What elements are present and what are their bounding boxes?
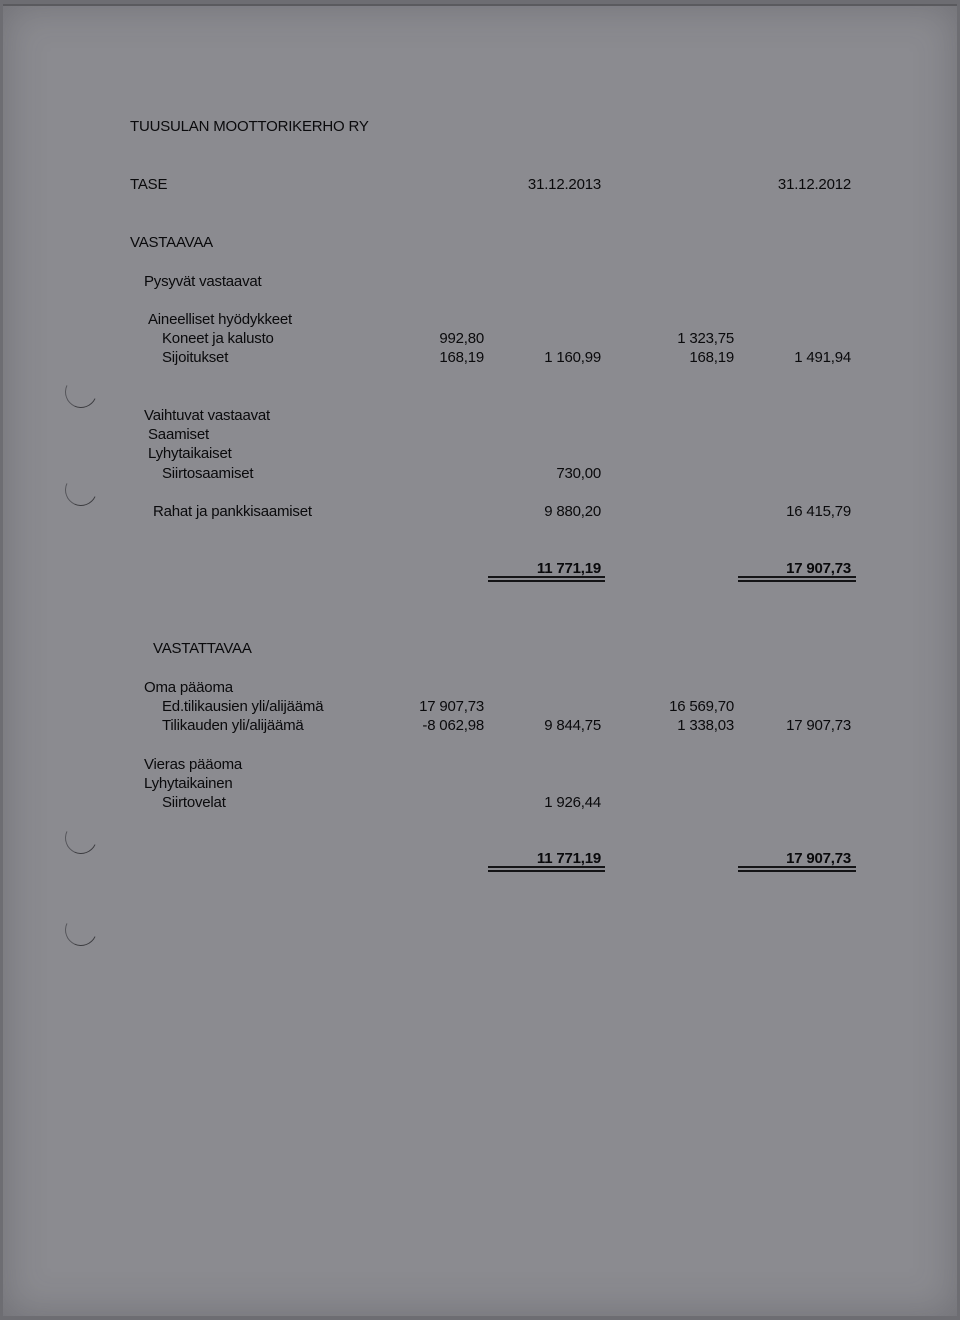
punch-hole bbox=[60, 909, 101, 950]
machinery-prior: 1 323,75 bbox=[677, 330, 734, 347]
assets-heading: VASTAAVAA bbox=[130, 234, 213, 251]
punch-hole bbox=[60, 371, 101, 412]
punch-hole bbox=[60, 469, 101, 510]
liabilities-heading: VASTATTAVAA bbox=[153, 640, 252, 657]
cash-label: Rahat ja pankkisaamiset bbox=[153, 503, 312, 520]
column-date-current: 31.12.2013 bbox=[527, 176, 601, 193]
fixed-assets-total-current: 1 160,99 bbox=[544, 349, 601, 366]
accrued-income-current: 730,00 bbox=[556, 465, 601, 482]
organization-name: TUUSULAN MOOTTORIKERHO RY bbox=[130, 118, 369, 135]
fixed-assets-total-prior: 1 491,94 bbox=[794, 349, 851, 366]
receivables-label: Saamiset bbox=[148, 426, 209, 443]
total-double-underline bbox=[488, 580, 605, 582]
cash-prior: 16 415,79 bbox=[786, 503, 851, 520]
total-double-underline bbox=[488, 870, 605, 872]
fixed-assets-heading: Pysyvät vastaavat bbox=[144, 273, 262, 290]
accrued-income-label: Siirtosaamiset bbox=[162, 465, 254, 482]
investments-prior: 168,19 bbox=[689, 349, 734, 366]
investments-current: 168,19 bbox=[439, 349, 484, 366]
total-double-underline bbox=[738, 870, 856, 872]
total-underline bbox=[738, 866, 856, 868]
period-result-current: -8 062,98 bbox=[422, 717, 484, 734]
page-top-edge bbox=[3, 4, 957, 6]
total-double-underline bbox=[738, 580, 856, 582]
total-underline bbox=[488, 866, 605, 868]
assets-total-prior: 17 907,73 bbox=[786, 560, 851, 577]
total-underline bbox=[738, 576, 856, 578]
current-assets-heading: Vaihtuvat vastaavat bbox=[144, 407, 270, 424]
assets-total-current: 11 771,19 bbox=[536, 560, 601, 577]
period-result-label: Tilikauden yli/alijäämä bbox=[162, 717, 304, 734]
document-title: TASE bbox=[130, 176, 168, 193]
cash-current: 9 880,20 bbox=[544, 503, 601, 520]
previous-periods-result-current: 17 907,73 bbox=[419, 698, 484, 715]
machinery-current: 992,80 bbox=[439, 330, 484, 347]
document-page bbox=[3, 4, 957, 1316]
liabilities-total-prior: 17 907,73 bbox=[786, 850, 851, 867]
total-underline bbox=[488, 576, 605, 578]
period-result-prior: 1 338,03 bbox=[677, 717, 734, 734]
investments-label: Sijoitukset bbox=[162, 349, 229, 366]
liabilities-total-current: 11 771,19 bbox=[536, 850, 601, 867]
debt-heading: Vieras pääoma bbox=[144, 756, 243, 773]
tangible-assets-label: Aineelliset hyödykkeet bbox=[148, 311, 293, 328]
equity-total-current: 9 844,75 bbox=[544, 717, 601, 734]
column-date-prior: 31.12.2012 bbox=[777, 176, 851, 193]
short-term-debt-label: Lyhytaikainen bbox=[144, 775, 233, 792]
machinery-label: Koneet ja kalusto bbox=[162, 330, 274, 347]
punch-hole bbox=[60, 817, 101, 858]
previous-periods-result-prior: 16 569,70 bbox=[669, 698, 734, 715]
short-term-receivables-label: Lyhytaikaiset bbox=[148, 445, 232, 462]
accrued-liabilities-label: Siirtovelat bbox=[162, 794, 226, 811]
equity-heading: Oma pääoma bbox=[144, 679, 233, 696]
accrued-liabilities-current: 1 926,44 bbox=[544, 794, 601, 811]
equity-total-prior: 17 907,73 bbox=[786, 717, 851, 734]
previous-periods-result-label: Ed.tilikausien yli/alijäämä bbox=[162, 698, 324, 715]
